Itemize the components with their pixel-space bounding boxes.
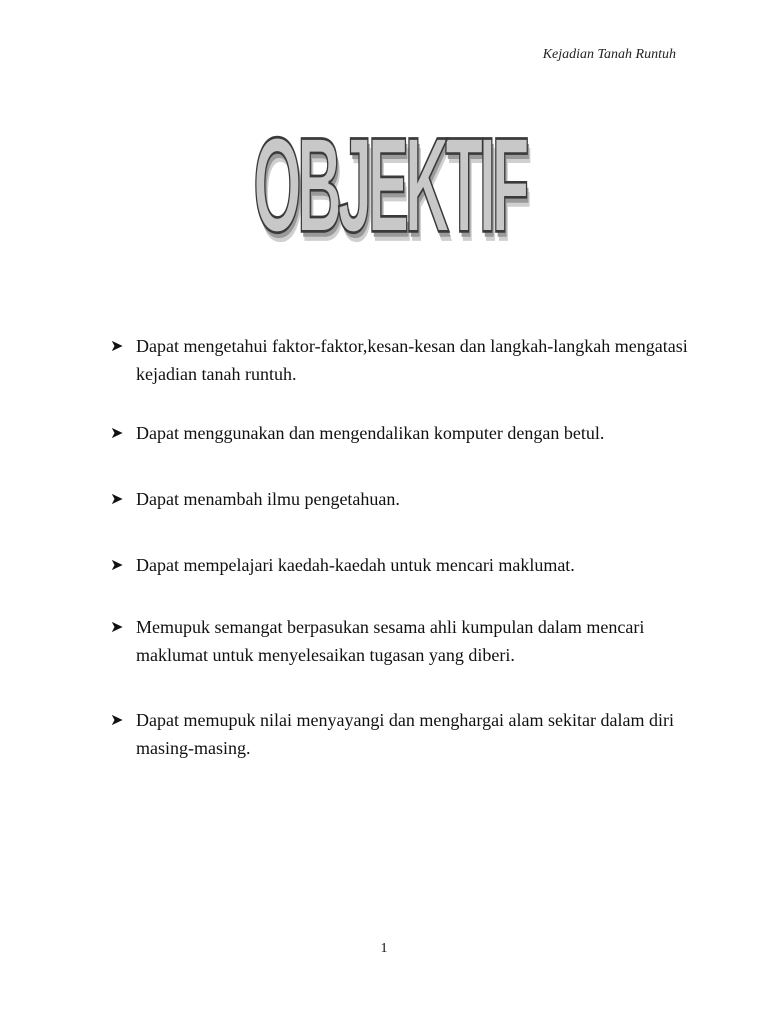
objective-text: Memupuk semangat berpasukan sesama ahli kumpulan dalam mencari maklumat untuk menyelesaikan tugasan yang diberi. xyxy=(136,617,645,665)
objective-text: Dapat menggunakan dan mengendalikan komputer dengan betul. xyxy=(136,423,605,443)
arrowhead-bullet-icon: ➤ xyxy=(110,423,124,442)
objective-item xyxy=(110,706,690,762)
page-title: OBJEKTIF xyxy=(253,109,525,262)
arrowhead-bullet-icon: ➤ xyxy=(110,555,124,574)
objective-text: Dapat mempelajari kaedah-kaedah untuk mencari maklumat. xyxy=(136,555,575,575)
arrowhead-bullet-icon: ➤ xyxy=(110,336,124,355)
objective-item xyxy=(110,551,690,579)
objective-item xyxy=(110,332,690,388)
arrowhead-bullet-icon: ➤ xyxy=(110,710,124,729)
objective-text: Dapat mengetahui faktor-faktor,kesan-kesan dan langkah-langkah mengatasi kejadian tanah runtuh. xyxy=(136,336,688,384)
arrowhead-bullet-icon: ➤ xyxy=(110,489,124,508)
objective-item xyxy=(110,485,690,513)
objective-item xyxy=(110,613,690,669)
running-header: Kejadian Tanah Runtuh xyxy=(542,47,676,62)
objective-text: Dapat memupuk nilai menyayangi dan menghargai alam sekitar dalam diri masing-masing. xyxy=(136,710,674,758)
title-container xyxy=(0,109,768,262)
objective-list xyxy=(110,332,690,762)
objective-text: Dapat menambah ilmu pengetahuan. xyxy=(136,489,400,509)
page-number: 1 xyxy=(380,941,388,956)
objective-item xyxy=(110,419,690,447)
arrowhead-bullet-icon: ➤ xyxy=(110,617,124,636)
